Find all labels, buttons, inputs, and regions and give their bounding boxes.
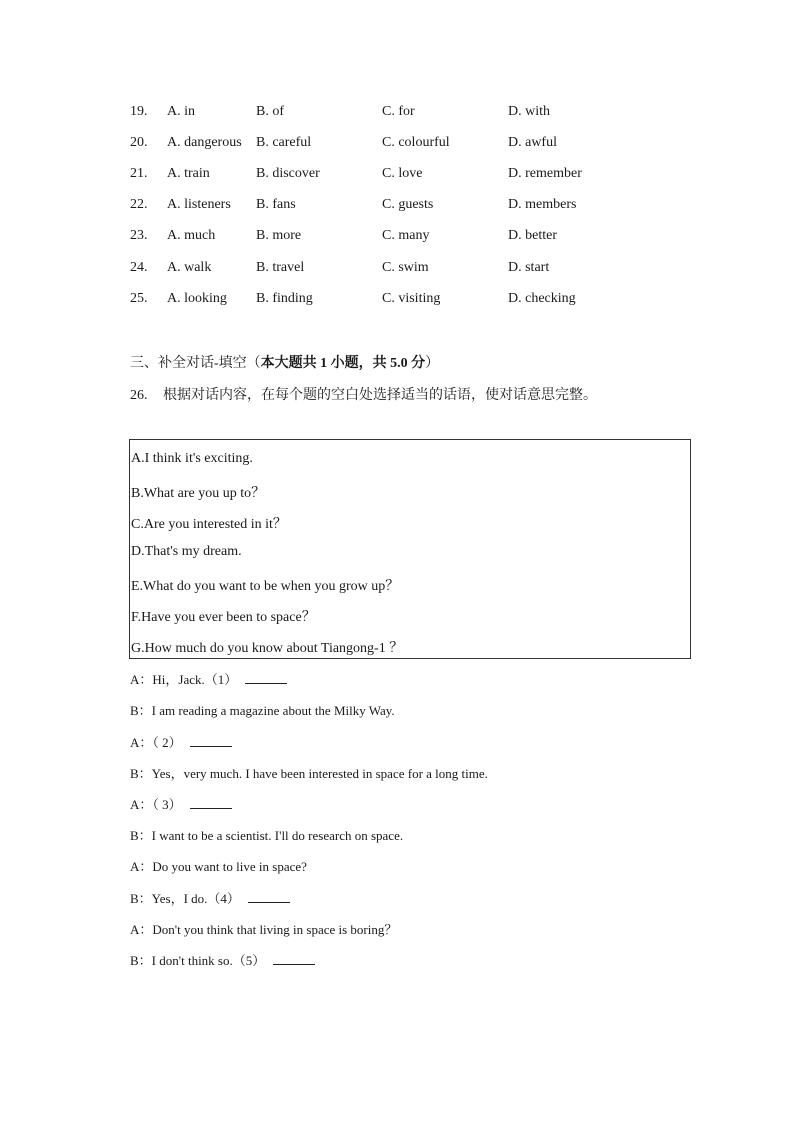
question-number: 24. bbox=[130, 260, 148, 275]
answer-blank[interactable] bbox=[248, 890, 290, 903]
question-instruction: 根据对话内容，在每个题的空白处选择适当的话语，使对话意思完整。 bbox=[163, 388, 597, 403]
answer-blank[interactable] bbox=[190, 734, 232, 747]
option-b: B. fans bbox=[256, 197, 296, 212]
choice-row bbox=[0, 291, 794, 311]
dialogue-line bbox=[130, 763, 488, 782]
option-c: C. swim bbox=[382, 260, 429, 275]
section-heading-prefix: 三、补全对话-填空（ bbox=[130, 356, 261, 371]
option-c: C. love bbox=[382, 166, 423, 181]
dialogue-line bbox=[130, 700, 395, 719]
option-b: B. discover bbox=[256, 166, 320, 181]
option-b: B. careful bbox=[256, 135, 312, 150]
option-c: C. for bbox=[382, 104, 415, 119]
option-item: D.That's my dream. bbox=[131, 544, 242, 559]
question-number: 21. bbox=[130, 166, 148, 181]
dialogue-line bbox=[130, 669, 287, 688]
option-a: A. much bbox=[167, 228, 216, 243]
dialogue-text: B：I am reading a magazine about the Milky Way. bbox=[130, 703, 395, 718]
choice-row bbox=[0, 260, 794, 280]
option-c: C. guests bbox=[382, 197, 434, 212]
choice-row bbox=[0, 166, 794, 186]
option-c: C. visiting bbox=[382, 291, 441, 306]
option-b: B. travel bbox=[256, 260, 305, 275]
option-d: D. members bbox=[508, 197, 577, 212]
option-a: A. walk bbox=[167, 260, 212, 275]
question-26 bbox=[130, 384, 597, 404]
option-d: D. remember bbox=[508, 166, 582, 181]
option-d: D. better bbox=[508, 228, 557, 243]
option-item: B.What are you up to？ bbox=[131, 486, 266, 501]
question-number: 20. bbox=[130, 135, 148, 150]
option-item: G.How much do you know about Tiangong-1 ？ bbox=[131, 641, 404, 656]
option-b: B. of bbox=[256, 104, 284, 119]
option-item: C.Are you interested in it？ bbox=[131, 517, 287, 532]
option-a: A. in bbox=[167, 104, 195, 119]
section-heading-info: 本大题共 1 小题，共 5.0 分 bbox=[260, 356, 426, 371]
choice-row bbox=[0, 135, 794, 155]
option-c: C. many bbox=[382, 228, 430, 243]
option-item: F.Have you ever been to space？ bbox=[131, 610, 316, 625]
dialogue-text: B：Yes，I do.（4） bbox=[130, 891, 240, 906]
options-box bbox=[129, 439, 691, 659]
answer-blank[interactable] bbox=[273, 952, 315, 965]
choice-row bbox=[0, 228, 794, 248]
dialogue-line bbox=[130, 888, 290, 907]
dialogue-line bbox=[130, 856, 307, 875]
section-heading bbox=[130, 352, 439, 372]
dialogue-line bbox=[130, 950, 315, 969]
option-d: D. awful bbox=[508, 135, 557, 150]
option-a: A. dangerous bbox=[167, 135, 242, 150]
option-d: D. checking bbox=[508, 291, 576, 306]
dialogue-text: B：Yes，very much. I have been interested in space for a long time. bbox=[130, 766, 488, 781]
dialogue-text: B：I want to be a scientist. I'll do research on space. bbox=[130, 828, 404, 843]
dialogue-line bbox=[130, 732, 232, 751]
question-number: 23. bbox=[130, 228, 148, 243]
option-c: C. colourful bbox=[382, 135, 450, 150]
option-a: A. train bbox=[167, 166, 210, 181]
dialogue-text: A：Don't you think that living in space is boring？ bbox=[130, 922, 398, 937]
dialogue-text: B：I don't think so.（5） bbox=[130, 953, 266, 968]
option-b: B. more bbox=[256, 228, 302, 243]
option-item: E.What do you want to be when you grow up？ bbox=[131, 579, 400, 594]
dialogue-line bbox=[130, 794, 232, 813]
option-a: A. listeners bbox=[167, 197, 231, 212]
question-number: 22. bbox=[130, 197, 148, 212]
dialogue-line bbox=[130, 919, 397, 938]
dialogue-text: A：Hi，Jack.（1） bbox=[130, 672, 238, 687]
section-heading-suffix: ） bbox=[425, 356, 440, 371]
option-d: D. start bbox=[508, 260, 550, 275]
choice-row bbox=[0, 197, 794, 217]
dialogue-text: A：Do you want to live in space? bbox=[130, 859, 307, 874]
option-item: A.I think it's exciting. bbox=[131, 451, 253, 466]
option-a: A. looking bbox=[167, 291, 227, 306]
choice-row bbox=[0, 104, 794, 124]
answer-blank[interactable] bbox=[245, 671, 287, 684]
option-b: B. finding bbox=[256, 291, 313, 306]
dialogue-text: A：（ 2） bbox=[130, 735, 182, 750]
question-number: 25. bbox=[130, 291, 148, 306]
question-number: 26. bbox=[130, 388, 148, 403]
question-number: 19. bbox=[130, 104, 148, 119]
dialogue-text: A：（ 3） bbox=[130, 797, 182, 812]
option-d: D. with bbox=[508, 104, 550, 119]
dialogue-line bbox=[130, 825, 403, 844]
answer-blank[interactable] bbox=[190, 796, 232, 809]
